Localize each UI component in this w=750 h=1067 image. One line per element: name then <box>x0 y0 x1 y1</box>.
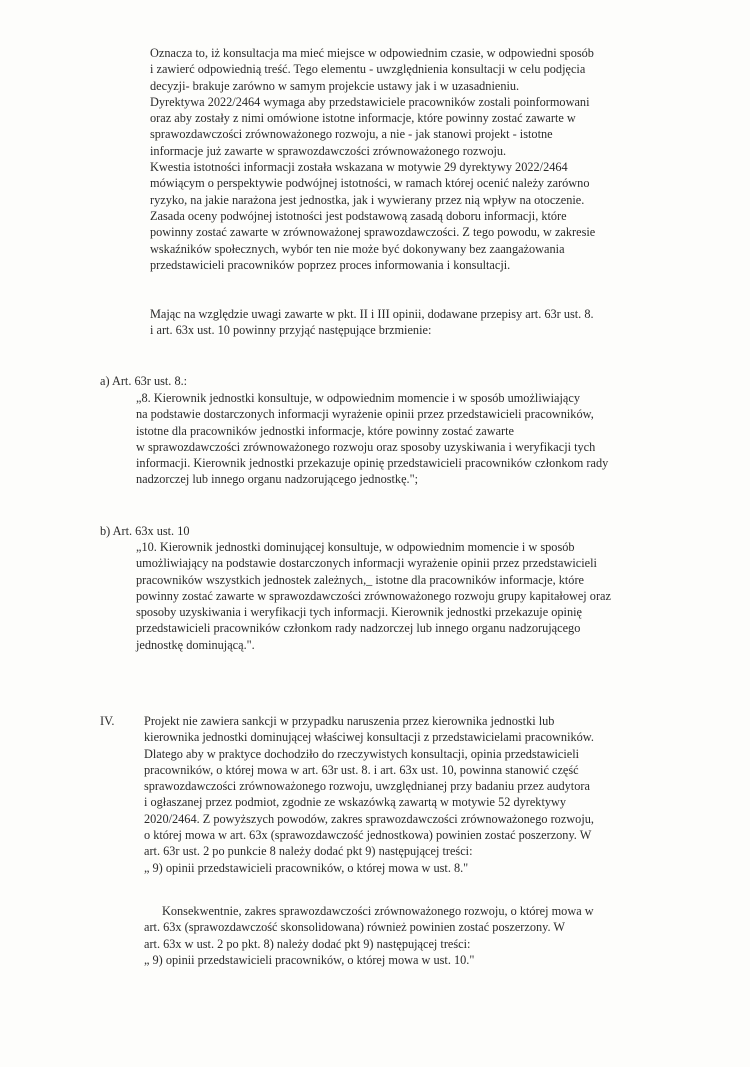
item-b-label: b) Art. 63x ust. 10 <box>100 524 190 538</box>
text-line: Mając na względzie uwagi zawarte w pkt. II i III opinii, dodawane przepisy art. 63r ust. 8. <box>150 307 594 321</box>
text-line: Dlatego aby w praktyce dochodziło do rzeczywistych konsultacji, opinia przedstawicieli <box>144 746 580 761</box>
text-line: w sprawozdawczości zrównoważonego rozwoju oraz sposoby uzyskiwania i weryfikacji tych <box>136 439 596 454</box>
text-line: informacji. Kierownik jednostki przekazuje opinię przedstawicieli pracowników członkom rady <box>136 456 609 471</box>
text-line: decyzji- brakuje zarówno w samym projekcie ustawy jak i w uzasadnieniu. <box>150 78 520 93</box>
text-line: i zawierć odpowiednią treść. Tego elementu - uwzględnienia konsultacji w celu podjęcia <box>150 62 586 77</box>
text-line: jednostkę dominującą.". <box>136 637 255 652</box>
text-line: mówiącym o perspektywie podwójnej istotności, w ramach której ocenić należy zarówno <box>150 176 590 191</box>
text-line: Kwestia istotności informacji została wskazana w motywie 29 dyrektywy 2022/2464 <box>150 160 568 175</box>
text-line: pracowników, o której mowa w art. 63r ust. 8. i art. 63x ust. 10, powinna stanowić część <box>144 762 579 777</box>
text-line: „ 9) opinii przedstawicieli pracowników, o której mowa w ust. 10." <box>144 952 475 967</box>
text-line: informacje już zawarte w sprawozdawczości zrównoważonego rozwoju. <box>150 143 507 158</box>
text-line: Oznacza to, iż konsultacja ma mieć miejsce w odpowiednim czasie, w odpowiedni sposób <box>150 46 594 60</box>
text-line: Zasada oceny podwójnej istotności jest podstawową zasadą doboru informacji, które <box>150 208 567 223</box>
text-line: „ 9) opinii przedstawicieli pracowników, o której mowa w ust. 8." <box>144 860 469 875</box>
text-line: „10. Kierownik jednostki dominującej konsultuje, w odpowiednim momencie i w sposób <box>136 540 575 554</box>
text-line: ryzyko, na jakie narażona jest jednostka, jak i wywierany przez nią wpływ na otoczenie. <box>150 192 585 207</box>
text-line: przedstawicieli pracowników członkom rady nadzorczej lub innego organu nadzorującego <box>136 621 581 636</box>
text-line: pracowników wszystkich jednostek zależnych,_ istotne dla pracowników informacje, które <box>136 572 585 587</box>
section-iv-number: IV. <box>100 714 115 728</box>
text-line: powinny zostać zawarte w sprawozdawczości zrównoważonego rozwoju grupy kapitałowej oraz <box>136 588 611 603</box>
text-line: Projekt nie zawiera sankcji w przypadku naruszenia przez kierownika jednostki lub <box>144 714 555 728</box>
text-line: i art. 63x ust. 10 powinny przyjąć następujące brzmienie: <box>150 323 432 338</box>
item-a-text <box>136 390 711 488</box>
considering-paragraph <box>150 306 705 339</box>
item-a-label: a) Art. 63r ust. 8.: <box>100 374 188 388</box>
section-iv-text <box>144 713 711 876</box>
text-line: nadzorczej lub innego organu nadzorującego jednostkę."; <box>136 472 419 487</box>
text-line: na podstawie dostarczonych informacji wyrażenie opinii przez przedstawicieli pracowników, <box>136 407 594 422</box>
text-line: o której mowa w art. 63x (sprawozdawczość jednostkowa) powinien zostać poszerzony. W <box>144 828 592 843</box>
text-line: sprawozdawczości zrównoważonego rozwoju, uwzględnianej przy badaniu przez audytora <box>144 779 590 794</box>
text-line: art. 63r ust. 2 po punkcie 8 należy dodać pkt 9) następującej treści: <box>144 844 473 859</box>
text-line: sprawozdawczości zrównoważonego rozwoju, a nie - jak stanowi projekt - istotne <box>150 127 553 142</box>
text-line: art. 63x (sprawozdawczość skonsolidowana) również powinien zostać poszerzony. W <box>144 920 566 935</box>
text-line: przedstawicieli pracowników poprzez proces informowania i konsultacji. <box>150 257 511 272</box>
text-line: „8. Kierownik jednostki konsultuje, w odpowiednim momencie i w sposób umożliwiający <box>136 391 580 405</box>
text-line: istotne dla pracowników jednostki informacje, które powinny zostać zawarte <box>136 423 515 438</box>
text-line: 2020/2464. Z powyższych powodów, zakres sprawozdawczości zrównoważonego rozwoju, <box>144 811 594 826</box>
text-line: kierownika jednostki dominującej właściwej konsultacji z przedstawicielami pracowników. <box>144 730 594 745</box>
text-line: umożliwiający na podstawie dostarczonych informacji wyrażenie opinii przez przedstawicieli <box>136 556 597 571</box>
intro-paragraph <box>150 45 705 273</box>
consequently-paragraph <box>144 903 711 968</box>
text-line: sposoby uzyskiwania i weryfikacji tych informacji. Kierownik jednostki przekazuje opinię <box>136 605 582 620</box>
item-b-text <box>136 539 711 653</box>
text-line: i ogłaszanej przez podmiot, zgodnie ze wskazówką zawartą w motywie 52 dyrektywy <box>144 795 567 810</box>
text-line: art. 63x w ust. 2 po pkt. 8) należy dodać pkt 9) następującej treści: <box>144 936 471 951</box>
text-line: Konsekwentnie, zakres sprawozdawczości zrównoważonego rozwoju, o której mowa w <box>162 904 594 918</box>
text-line: wskaźników społecznych, wybór ten nie może być dokonywany bez zaangażowania <box>150 241 565 256</box>
text-line: oraz aby zostały z nimi omówione istotne informacje, które powinny zostać zawarte w <box>150 111 576 126</box>
text-line: Dyrektywa 2022/2464 wymaga aby przedstawiciele pracowników zostali poinformowani <box>150 94 590 109</box>
text-line: powinny zostać zawarte w zrównoważonej sprawozdawczości. Z tego powodu, w zakresie <box>150 225 596 240</box>
